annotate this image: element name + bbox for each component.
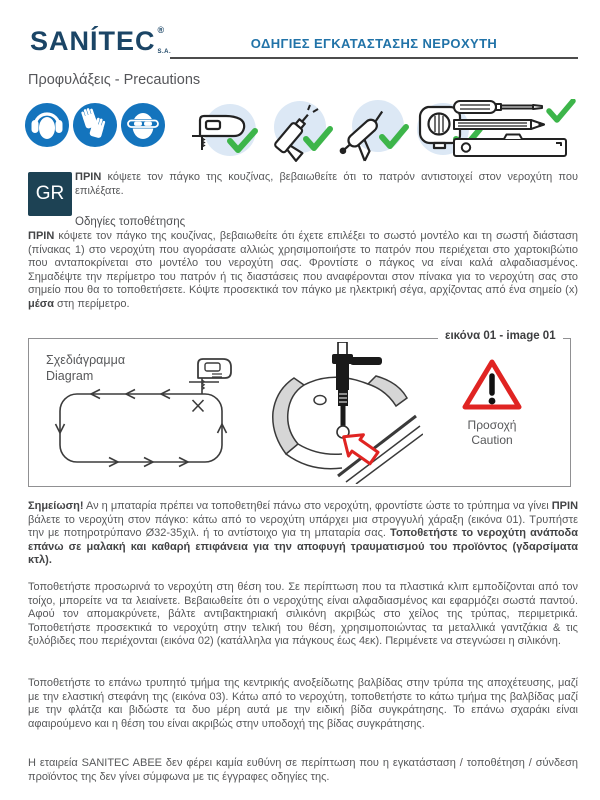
note-paragraph (28, 500, 578, 568)
drilling-illustration (258, 342, 423, 484)
pencil-icon (454, 120, 531, 129)
protective-gloves-icon (73, 103, 117, 147)
ear-protection-icon (25, 103, 69, 147)
install-paragraph-3: Τοποθετήστε το επάνω τρυπητό τμήμα της κεντρικής ανοξείδωτης βαλβίδας στην τρύπα της αποχέτευσης, μαζί με την ελαστική στεφάνη της (εικόνα 03). Κάτω από το νεροχύτη, τοποθετήστε το κάτω τμήμα της βαλβίδας μαζί με την φλάτζα και βιδώστε τα δυο μέρη αυτά με την ειδική βίδα συγκράτησης. Το επάνω σχαράκι είναι αφαιρούμενο και η θέση του είναι ακριβώς στην υποδοχή της βίδας συγκράτησης. (28, 677, 578, 730)
logo-text: SANÍTEC (30, 26, 156, 56)
precautions-heading: Προφυλάξεις - Precautions (28, 72, 201, 88)
bold-run: ΠΡΙΝ (28, 230, 55, 242)
text-run: κόψετε τον πάγκο της κουζίνας, βεβαιωθείτε ότι το πατρόν αντιστοιχεί στον νεροχύτη που επιλέξατε. (75, 171, 578, 197)
language-label: GR (35, 183, 65, 204)
drill-icon (262, 97, 336, 163)
bold-run: μέσα (28, 297, 54, 310)
check-icon (549, 101, 573, 120)
text-run: κόψετε τον πάγκο της κουζίνας, βεβαιωθείτε ότι έχετε επιλέξει το σωστό μοντέλο και τη σωστή διάσταση (πίνακας 1) στο νεροχύτη που αγοράσατε αλλιώς χρησιμοποιήστε το πατρόν που περιέχεται στο χαρτοκιβώτιο που ανταποκρίνεται στο μοντέλο του νεροχύτη σας. Φροντίστε ο πάγκος να είναι καλά αλφαδιασμένος. Σημαδέψτε την περίμετρο του πατρόν ή τις διαστάσεις που αναφέρονται στον πίνακα για το νεροχύτη σας στο σημείο που θα το τοποθετήσετε. Κόψτε προσεκτικά τον πάγκο με ηλεκτρική σέγα, αρχίζοντας από ένα σημείο (x) (28, 230, 578, 296)
language-badge-gr (28, 172, 72, 216)
diagram-label-en: Diagram (46, 369, 94, 383)
bold-run: ΠΡΙΝ (551, 500, 579, 512)
text-run: Αν η μπαταρία πρέπει να τοποθετηθεί πάνω στο νεροχύτη, φροντίστε ώστε το τρύπημα να γίνει (83, 500, 552, 512)
caulk-gun-icon (334, 96, 414, 164)
registered-trademark: ® (157, 25, 165, 35)
figure-01-label: εικόνα 01 - image 01 (438, 330, 563, 342)
caution-triangle-icon (460, 356, 524, 414)
bold-run: ΠΡΙΝ (75, 171, 102, 183)
install-paragraph-1 (28, 230, 578, 311)
text-run: βάλετε το νεροχύτη στον πάγκο: κάτω από το νεροχύτη υπάρχει μια στρογγυλή χάραξη (εικόνα 01). Τρυπήστε την με ποτηροτρύπανο Ø32-35χιλ. ή το αντίστοιχο για τη μπαταρία σας. (28, 513, 578, 539)
eye-protection-icon (121, 103, 165, 147)
bold-run: Σημείωση! (28, 500, 84, 512)
caution-label-gr: Προσοχή (467, 418, 517, 432)
caution-label-en: Caution (471, 433, 513, 447)
caution-label (450, 418, 534, 448)
page-title: ΟΔΗΓΙΕΣ ΕΓΚΑΤΑΣΤΑΣΗΣ ΝΕΡΟΧΥΤΗ (250, 36, 498, 51)
jigsaw-mini-icon (189, 359, 231, 394)
screwdriver-icon (454, 101, 496, 113)
sanitec-logo (30, 26, 171, 56)
disclaimer-paragraph: Η εταιρεία SANITEC ABEE δεν φέρει καμία ευθύνη σε περίπτωση που η εγκατάσταση / τοποθέτηση / σύνδεση προϊόντος της δεν γίνει σύμφωνα με τις έγγραφες οδηγίες της. (28, 757, 578, 783)
jigsaw-icon (188, 100, 260, 164)
header-divider (170, 57, 578, 59)
bold-run: Τοποθετήστε το νεροχύτη ανάποδα επάνω σε μαλακή και καθαρή επιφάνεια για την αποφυγή τραυματισμού του προϊόντος (γδαρσίματα κτλ). (28, 527, 578, 566)
text-run: στη περίμετρο. (53, 297, 130, 310)
screwdriver-pencil-level-icons (452, 99, 586, 163)
install-paragraph-2: Τοποθετήστε προσωρινά το νεροχύτη στη θέση του. Σε περίπτωση που τα πλαστικά κλιπ εμποδίζονται από τον τοίχο, μπορείτε να τα λειαίνετε. Βεβαιωθείτε ότι ο νεροχύτης είναι αλφαδιασμένος και εφαρμόζει σωστά παντού. Αφού τον απομακρύνετε, βάλτε αντιβακτηριακή σιλικόνη ακριβώς στο χείλος της τρύπας, περιμετρικά. Τοποθετήστε προσεκτικά το νεροχύτη στην τελική του θέση, χρησιμοποιώντας τα μεταλλικά γαντζάκια & τις ξυλόβιδες που περιέχονται (εικόνα 02) (κατάλληλα για πάγκους έως 4εκ). Περιμένετε να στεγνώσει η σιλικόνη. (28, 581, 578, 647)
gr-intro-paragraph (75, 171, 578, 198)
diagram-label-gr: Σχεδιάγραμμα (46, 353, 126, 367)
drill-mini (332, 342, 382, 438)
cut-path-diagram (48, 344, 238, 470)
cut-start-x-mark (193, 400, 204, 412)
logo-sa-suffix: S.A. (157, 49, 172, 55)
instructions-heading: Οδηγίες τοποθέτησης (75, 216, 186, 228)
